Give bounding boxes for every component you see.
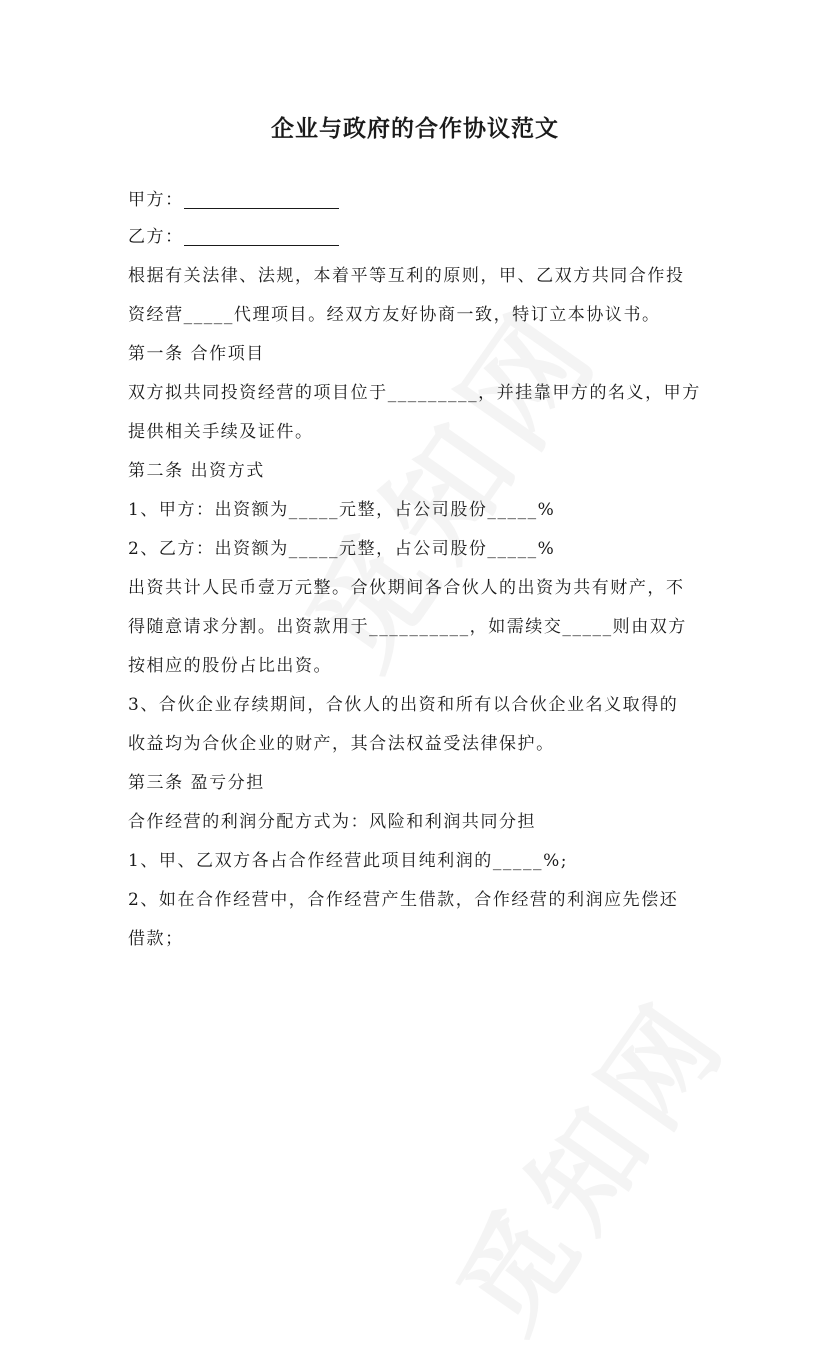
document-body bbox=[128, 181, 718, 959]
article-1-line-1: 双方拟共同投资经营的项目位于_________，并挂靠甲方的名义，甲方 bbox=[128, 383, 701, 403]
article-2-item-1: 1、甲方：出资额为_____元整，占公司股份_____% bbox=[128, 500, 556, 520]
article-2-item-3-line-2: 收益均为合伙企业的财产，其合法权益受法律保护。 bbox=[128, 734, 555, 754]
article-2-line-1: 出资共计人民币壹万元整。合伙期间各合伙人的出资为共有财产，不 bbox=[128, 578, 685, 598]
article-2-heading: 第二条 出资方式 bbox=[128, 461, 265, 481]
article-3-item-1: 1、甲、乙双方各占合作经营此项目纯利润的_____%; bbox=[128, 851, 569, 871]
article-2-line-3: 按相应的股份占比出资。 bbox=[128, 656, 333, 676]
article-2-item-2: 2、乙方：出资额为_____元整，占公司股份_____% bbox=[128, 539, 556, 559]
watermark bbox=[415, 961, 758, 1356]
article-1-heading: 第一条 合作项目 bbox=[128, 344, 265, 364]
party-b-line bbox=[128, 218, 718, 257]
document-title: 企业与政府的合作协议范文 bbox=[271, 116, 559, 142]
article-2-item-3-line-1: 3、合伙企业存续期间，合伙人的出资和所有以合伙企业名义取得的 bbox=[128, 695, 679, 715]
article-1-line-2: 提供相关手续及证件。 bbox=[128, 422, 314, 442]
party-a-line bbox=[128, 181, 718, 220]
party-a-label: 甲方： bbox=[128, 190, 184, 210]
article-3-heading: 第三条 盈亏分担 bbox=[128, 773, 265, 793]
party-b-blank bbox=[184, 225, 339, 246]
intro-line-1: 根据有关法律、法规，本着平等互利的原则，甲、乙双方共同合作投 bbox=[128, 266, 685, 286]
article-3-line: 合作经营的利润分配方式为：风险和利润共同分担 bbox=[128, 812, 537, 832]
intro-line-2: 资经营_____代理项目。经双方友好协商一致，特订立本协议书。 bbox=[128, 305, 661, 325]
article-3-item-2-line-1: 2、如在合作经营中，合作经营产生借款，合作经营的利润应先偿还 bbox=[128, 890, 679, 910]
article-2-line-2: 得随意请求分割。出资款用于__________，如需续交_____则由双方 bbox=[128, 617, 687, 637]
party-b-label: 乙方： bbox=[128, 227, 184, 247]
article-3-item-2-line-2: 借款； bbox=[128, 929, 184, 949]
party-a-blank bbox=[184, 188, 339, 209]
